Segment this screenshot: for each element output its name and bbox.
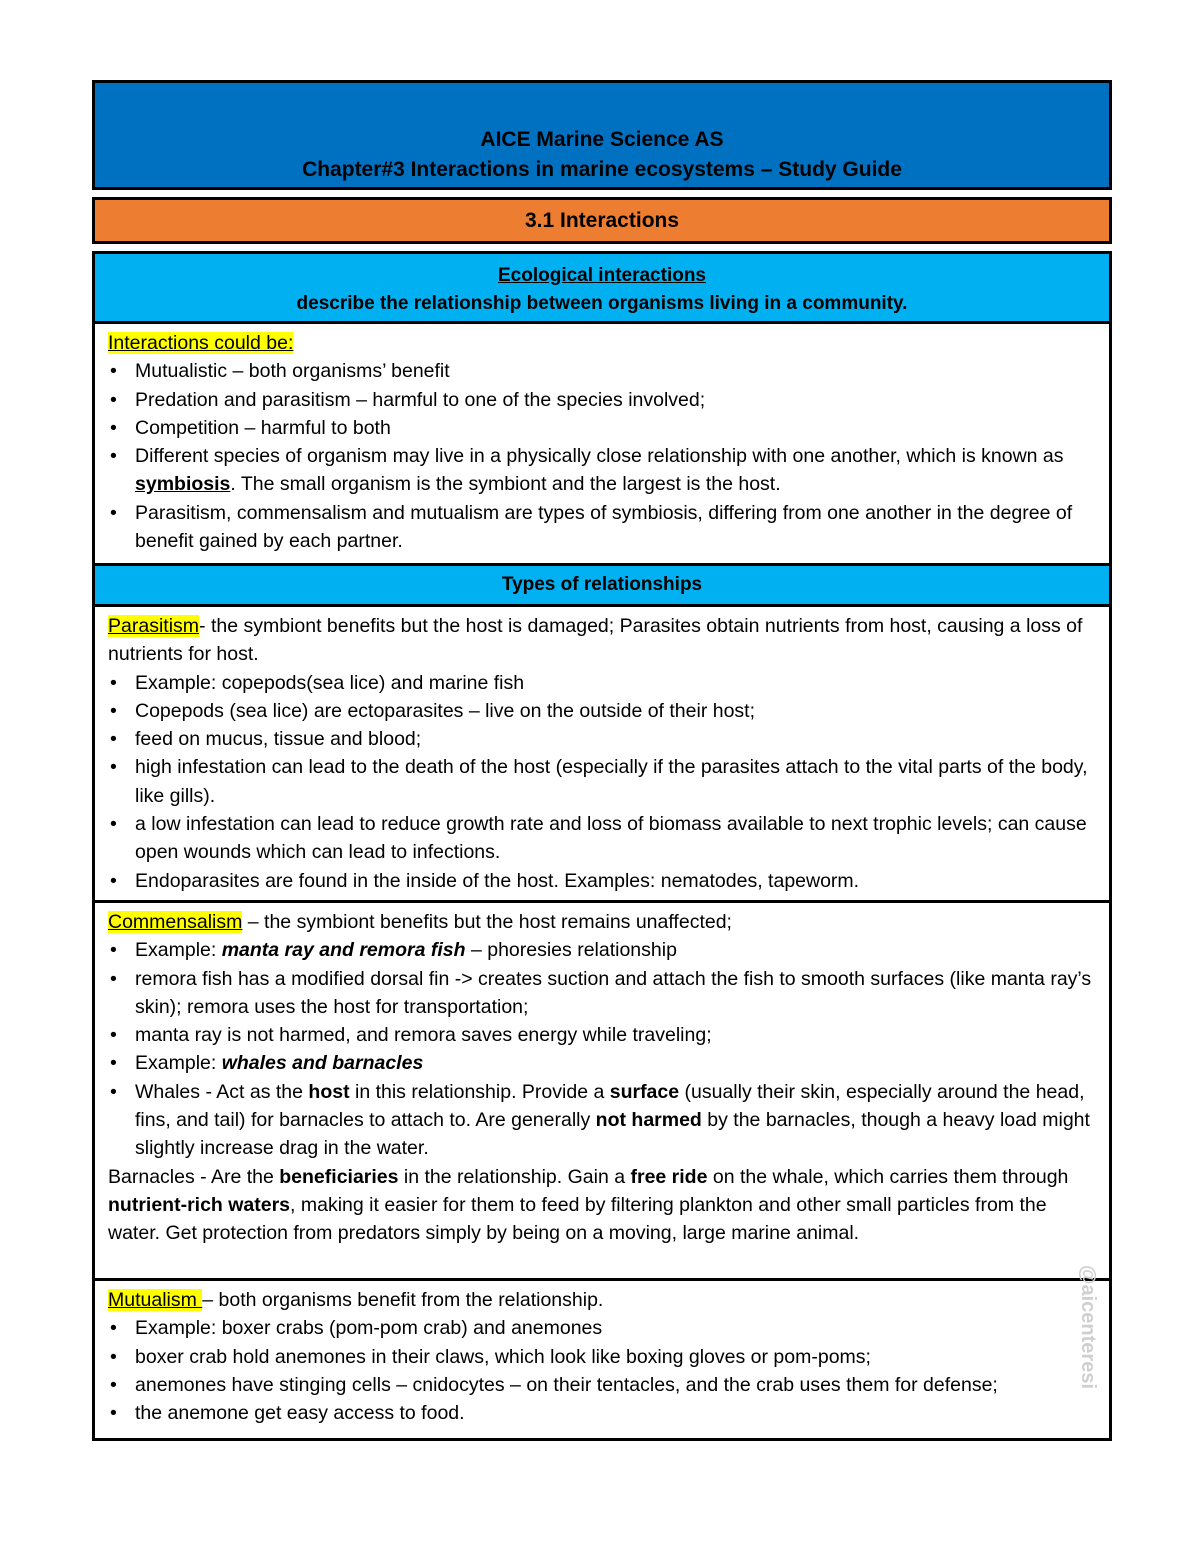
text: Example: <box>135 1052 222 1075</box>
list-item: • manta ray is not harmed, and remora saves energy while traveling; <box>108 1021 1097 1049</box>
text: . The small organism is the symbiont and the largest is the host. <box>230 473 781 496</box>
barnacles-paragraph <box>108 1163 1097 1248</box>
bold-text: beneficiaries <box>279 1165 399 1188</box>
course-title: AICE Marine Science AS <box>480 128 724 151</box>
ecological-heading: Ecological interactions <box>498 265 706 286</box>
list-item: • Predation and parasitism – harmful to one of the species involved; <box>108 386 1097 414</box>
text: , making it easier for them to feed by filtering plankton and other small particles from the water. Get protection from predators simply by being on a moving, large marine animal. <box>108 1193 1047 1245</box>
mutualism-term: Mutualism <box>108 1289 203 1311</box>
list-item: • high infestation can lead to the death of the host (especially if the parasites attach to the vital parts of the body, like gills). <box>108 753 1097 810</box>
commensalism-list <box>108 936 1097 1162</box>
text: Example: <box>135 939 222 962</box>
ecological-description: describe the relationship between organisms living in a community. <box>296 293 908 314</box>
text: – phoresies relationship <box>465 939 677 962</box>
list-item <box>108 936 1097 964</box>
title-banner <box>92 80 1112 190</box>
text: Different species of organism may live in a physically close relationship with one another, which is known as <box>135 445 1064 468</box>
interactions-heading: Interactions could be: <box>108 332 294 354</box>
text: on the whale, which carries them through <box>707 1165 1069 1188</box>
text: Whales - Act as the <box>135 1080 309 1103</box>
list-item: • boxer crab hold anemones in their claws, which look like boxing gloves or pom-poms; <box>108 1343 1097 1371</box>
list-item: • Parasitism, commensalism and mutualism are types of symbiosis, differing from one another in the degree of benefit gained by each partner. <box>108 499 1097 556</box>
commensalism-intro <box>108 908 1097 936</box>
text: in the relationship. Gain a <box>398 1165 631 1188</box>
section-title: 3.1 Interactions <box>524 209 680 232</box>
list-item: • Example: copepods(sea lice) and marine fish <box>108 669 1097 697</box>
mutualism-intro <box>108 1286 1097 1314</box>
list-item <box>108 1078 1097 1163</box>
interactions-cell <box>92 321 1112 566</box>
text: – both organisms benefit from the relationship. <box>202 1289 604 1311</box>
list-item <box>108 1049 1097 1077</box>
text: Barnacles - Are the <box>108 1165 280 1188</box>
list-item: • the anemone get easy access to food. <box>108 1399 1097 1427</box>
list-item: • remora fish has a modified dorsal fin -> creates suction and attach the fish to smooth surfaces (like manta ray’s skin); remora uses the host for transportation; <box>108 965 1097 1022</box>
ecological-interactions-banner <box>92 251 1112 324</box>
section-banner <box>92 197 1112 244</box>
types-banner <box>92 563 1112 607</box>
list-item: • Endoparasites are found in the inside of the host. Examples: nematodes, tapeworm. <box>108 867 1097 895</box>
bold-text: free ride <box>630 1165 708 1188</box>
list-item: • Mutualistic – both organisms’ benefit <box>108 357 1097 385</box>
text: - the symbiont benefits but the host is damaged; Parasites obtain nutrients from host, causing a loss of nutrients for host. <box>108 615 1083 666</box>
bold-text: surface <box>609 1080 680 1103</box>
parasitism-intro <box>108 612 1097 669</box>
list-item: • a low infestation can lead to reduce growth rate and loss of biomass available to next trophic levels; can cause open wounds which can lead to infections. <box>108 810 1097 867</box>
parasitism-cell <box>92 604 1112 903</box>
parasitism-list <box>108 669 1097 895</box>
chapter-title: Chapter#3 Interactions in marine ecosystems – Study Guide <box>302 158 902 181</box>
emphasis: manta ray and remora fish <box>221 939 466 962</box>
commensalism-cell <box>92 900 1112 1281</box>
list-item: • anemones have stinging cells – cnidocytes – on their tentacles, and the crab uses them for defense; <box>108 1371 1097 1399</box>
types-heading: Types of relationships <box>501 574 703 595</box>
list-item: • Example: boxer crabs (pom-pom crab) and anemones <box>108 1314 1097 1342</box>
bold-text: not harmed <box>595 1109 702 1132</box>
commensalism-term: Commensalism <box>108 911 243 933</box>
list-item: • feed on mucus, tissue and blood; <box>108 725 1097 753</box>
mutualism-cell <box>92 1278 1112 1441</box>
list-item: • Copepods (sea lice) are ectoparasites – live on the outside of their host; <box>108 697 1097 725</box>
watermark: @aicenteresi <box>1077 1265 1099 1390</box>
text: – the symbiont benefits but the host remains unaffected; <box>242 911 732 933</box>
text: (usually their skin, especially around the head, fins, and tail) for barnacles to attach to. Are generally <box>135 1080 1085 1132</box>
parasitism-term: Parasitism <box>108 615 200 637</box>
list-item: • Competition – harmful to both <box>108 414 1097 442</box>
text: in this relationship. Provide a <box>349 1080 610 1103</box>
symbiosis-term: symbiosis <box>135 473 231 496</box>
bold-text: nutrient-rich waters <box>108 1193 291 1216</box>
bold-text: host <box>308 1080 350 1103</box>
emphasis: whales and barnacles <box>221 1052 424 1075</box>
text: by the barnacles, though a heavy load might slightly increase drag in the water. <box>135 1109 1090 1160</box>
list-item <box>108 442 1097 499</box>
interactions-list <box>108 357 1097 555</box>
mutualism-list <box>108 1314 1097 1427</box>
